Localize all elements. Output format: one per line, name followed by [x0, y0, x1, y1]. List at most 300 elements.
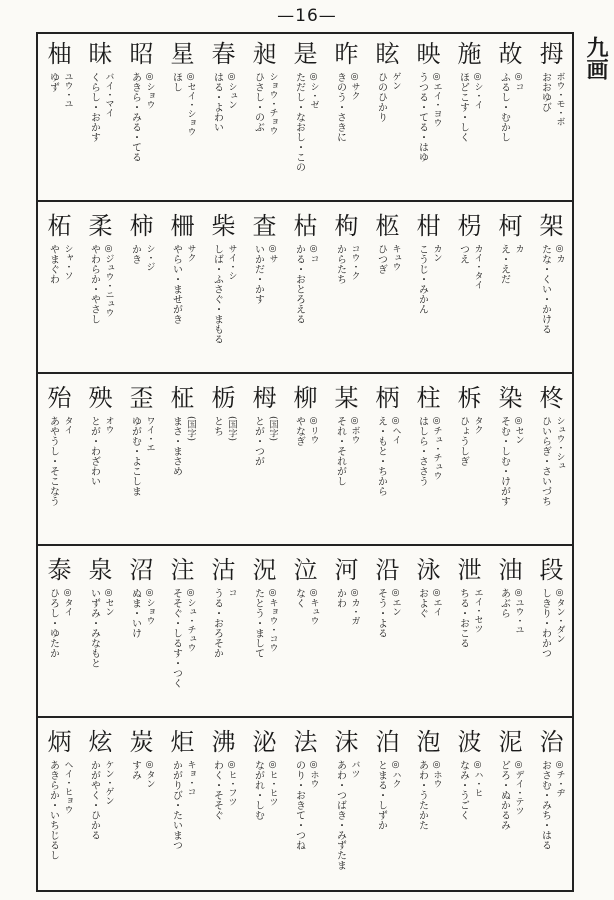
readings — [410, 244, 448, 368]
on-reading: ◎タン・ダン — [554, 588, 565, 643]
on-reading: ◎シ・イ — [472, 72, 483, 109]
kanji-entry — [326, 34, 367, 200]
kanji-character: 泣 — [293, 556, 318, 584]
kun-reading: やなぎ — [293, 416, 305, 446]
kanji-entry — [39, 550, 80, 716]
kanji-row — [38, 206, 572, 374]
on-reading: ◎セイ・ショウ — [185, 72, 196, 136]
kanji-row — [38, 550, 572, 718]
kanji-entry — [490, 34, 531, 200]
on-reading: ◎キョウ・コウ — [267, 588, 278, 652]
on-reading: ◎タン — [144, 760, 155, 788]
kun-reading: ひろし・ゆたか — [47, 588, 59, 658]
kanji-character: 柴 — [211, 212, 236, 240]
kun-reading: おさむ・みち・はる — [539, 760, 551, 850]
kun-reading: あきら・みる・てる — [129, 72, 141, 162]
kanji-row — [38, 34, 572, 202]
on-reading: シ・ジ — [144, 244, 155, 271]
kun-reading: しきり・わかつ — [539, 588, 551, 658]
on-reading: ゲン — [390, 72, 401, 90]
kanji-character: 栃 — [211, 384, 236, 412]
readings — [123, 416, 161, 540]
kanji-character: 沫 — [334, 728, 359, 756]
kanji-entry — [121, 378, 162, 544]
kun-reading: どろ・ぬかるみ — [498, 760, 510, 830]
kanji-character: 炬 — [170, 728, 195, 756]
on-reading: (国字) — [267, 416, 278, 442]
kun-reading: あわ・うたかた — [416, 760, 428, 830]
readings — [328, 416, 366, 540]
kun-reading: たとう・まして — [252, 588, 264, 658]
readings — [287, 72, 325, 196]
kanji-character: 柘 — [47, 212, 72, 240]
kanji-row — [38, 722, 572, 888]
kanji-character: 沸 — [211, 728, 236, 756]
on-reading: ◎ショウ — [144, 588, 155, 625]
kanji-character: 柿 — [129, 212, 154, 240]
kanji-character: 柑 — [416, 212, 441, 240]
kanji-entry — [449, 206, 490, 372]
kanji-entry — [80, 34, 121, 200]
on-reading: ◎ショウ — [144, 72, 155, 109]
kun-reading: まさ・まさめ — [170, 416, 182, 476]
kun-reading: うつる・てる・はゆ — [416, 72, 428, 162]
kun-reading: はる・よわい — [211, 72, 223, 132]
readings — [41, 760, 79, 884]
kanji-character: 栂 — [252, 384, 277, 412]
kun-reading: おおゆび — [539, 72, 551, 112]
readings — [41, 244, 79, 368]
readings — [369, 244, 407, 368]
kanji-character: 泄 — [457, 556, 482, 584]
kanji-character: 昶 — [252, 40, 277, 68]
readings — [533, 588, 571, 712]
readings — [82, 588, 120, 712]
kanji-entry — [80, 722, 121, 888]
kanji-character: 況 — [252, 556, 277, 584]
kanji-entry — [39, 378, 80, 544]
on-reading: シュウ・シュ — [554, 416, 565, 470]
readings — [369, 588, 407, 712]
kanji-character: 枯 — [293, 212, 318, 240]
on-reading: ◎キュウ — [308, 588, 319, 625]
on-reading: ボウ・モ・ボ — [554, 72, 565, 126]
on-reading: ◎ジュウ・ニュウ — [103, 244, 114, 317]
kun-reading: すみ — [129, 760, 141, 780]
kanji-entry — [367, 550, 408, 716]
readings — [205, 760, 243, 884]
kanji-entry — [326, 550, 367, 716]
kanji-character: 春 — [211, 40, 236, 68]
kun-reading: あぶら — [498, 588, 510, 618]
readings — [82, 244, 120, 368]
kanji-entry — [449, 550, 490, 716]
kun-reading: はしら・ささう — [416, 416, 428, 486]
kanji-character: 故 — [498, 40, 523, 68]
on-reading: サイ・シ — [226, 244, 237, 280]
kanji-character: 柵 — [170, 212, 195, 240]
on-reading: ◎シ・ゼ — [308, 72, 319, 109]
on-reading: ◎タイ — [62, 588, 73, 616]
readings — [328, 244, 366, 368]
kanji-entry — [80, 550, 121, 716]
kanji-character: 査 — [252, 212, 277, 240]
kanji-entry — [285, 206, 326, 372]
kanji-entry — [367, 206, 408, 372]
kun-reading: あきらか・いちじるし — [47, 760, 59, 860]
kun-reading: とが・つが — [252, 416, 264, 466]
readings — [123, 244, 161, 368]
kanji-entry — [326, 206, 367, 372]
on-reading: ◎カ・ガ — [349, 588, 360, 625]
kanji-table — [36, 32, 574, 892]
on-reading: オウ — [103, 416, 114, 434]
kanji-character: 眩 — [375, 40, 400, 68]
on-reading: ◎ホウ — [431, 760, 442, 788]
on-reading: カイ・タイ — [472, 244, 483, 289]
readings — [369, 760, 407, 884]
kanji-character: 炫 — [88, 728, 113, 756]
on-reading: シャ・ソ — [62, 244, 73, 280]
readings — [164, 416, 202, 540]
kanji-entry — [203, 378, 244, 544]
readings — [246, 588, 284, 712]
kanji-character: 染 — [498, 384, 523, 412]
readings — [328, 72, 366, 196]
on-reading: ◎カ — [554, 244, 565, 263]
readings — [246, 244, 284, 368]
kanji-entry — [244, 378, 285, 544]
on-reading: バツ — [349, 760, 360, 778]
readings — [451, 416, 489, 540]
kanji-entry — [162, 34, 203, 200]
kanji-character: 治 — [539, 728, 564, 756]
kanji-entry — [121, 550, 162, 716]
on-reading: ◎ボウ — [349, 416, 360, 444]
kanji-entry — [490, 722, 531, 888]
on-reading: キュウ — [390, 244, 401, 271]
kun-reading: ただし・なおし・この — [293, 72, 305, 172]
kun-reading: ゆがむ・よこしま — [129, 416, 141, 496]
on-reading: ショウ・チョウ — [267, 72, 278, 135]
readings — [410, 760, 448, 884]
readings — [369, 416, 407, 540]
kun-reading: あやうし・そこなう — [47, 416, 59, 506]
on-reading: ◎コ — [513, 72, 524, 91]
readings — [164, 72, 202, 196]
on-reading: ◎ハ・ヒ — [472, 760, 483, 797]
kanji-entry — [531, 722, 572, 888]
kanji-character: 柄 — [375, 384, 400, 412]
kanji-entry — [408, 34, 449, 200]
kanji-entry — [203, 206, 244, 372]
kanji-character: 泉 — [88, 556, 113, 584]
kanji-character: 泥 — [498, 728, 523, 756]
readings — [492, 72, 530, 196]
on-reading: キョ・コ — [185, 760, 196, 796]
kanji-entry — [162, 722, 203, 888]
on-reading: ◎セン — [103, 588, 114, 616]
kun-reading: とが・わざわい — [88, 416, 100, 486]
kanji-character: 河 — [334, 556, 359, 584]
kanji-character: 柾 — [170, 384, 195, 412]
kun-reading: ぬま・いけ — [129, 588, 141, 638]
kun-reading: いずみ・みなもと — [88, 588, 100, 668]
readings — [41, 416, 79, 540]
readings — [41, 72, 79, 196]
readings — [451, 760, 489, 884]
kun-reading: ふるし・むかし — [498, 72, 510, 142]
on-reading: ◎リウ — [308, 416, 319, 444]
readings — [246, 416, 284, 540]
kanji-entry — [80, 378, 121, 544]
on-reading: ◎エン — [390, 588, 401, 616]
kanji-entry — [285, 722, 326, 888]
kun-reading: ちる・おこる — [457, 588, 469, 648]
on-reading: タク — [472, 416, 483, 434]
kanji-entry — [203, 722, 244, 888]
kun-reading: ゆず — [47, 72, 59, 92]
kun-reading: のり・おきて・つね — [293, 760, 305, 850]
kun-reading: やらい・ませがき — [170, 244, 182, 324]
on-reading: タイ — [62, 416, 73, 434]
readings — [410, 72, 448, 196]
kanji-character: 映 — [416, 40, 441, 68]
kun-reading: ひいらぎ・さいづち — [539, 416, 551, 506]
kun-reading: わく・そそぐ — [211, 760, 223, 820]
kanji-character: 殆 — [47, 384, 72, 412]
kanji-entry — [449, 722, 490, 888]
readings — [205, 72, 243, 196]
kanji-entry — [531, 550, 572, 716]
kanji-character: 柚 — [47, 40, 72, 68]
kanji-entry — [121, 34, 162, 200]
chapter-label: 九画 — [583, 36, 609, 80]
kun-reading: それ・それがし — [334, 416, 346, 486]
kanji-entry — [367, 34, 408, 200]
on-reading: ◎シュ・チュウ — [185, 588, 196, 652]
kanji-entry — [449, 34, 490, 200]
readings — [492, 760, 530, 884]
kun-reading: ひのひかり — [375, 72, 387, 122]
readings — [369, 72, 407, 196]
kun-reading: たな・くい・かける — [539, 244, 551, 334]
kanji-entry — [121, 722, 162, 888]
kanji-character: 拇 — [539, 40, 564, 68]
kanji-character: 泡 — [416, 728, 441, 756]
kanji-character: 沽 — [211, 556, 236, 584]
readings — [82, 760, 120, 884]
readings — [205, 244, 243, 368]
kun-reading: かわ — [334, 588, 346, 608]
kanji-entry — [203, 34, 244, 200]
kanji-entry — [490, 378, 531, 544]
readings — [410, 416, 448, 540]
kanji-character: 柳 — [293, 384, 318, 412]
kanji-entry — [203, 550, 244, 716]
kun-reading: およぐ — [416, 588, 428, 618]
kun-reading: かる・おとろえる — [293, 244, 305, 324]
on-reading: ◎ハク — [390, 760, 401, 788]
readings — [287, 416, 325, 540]
kun-reading: ひさし・のぶ — [252, 72, 264, 132]
kun-reading: かき — [129, 244, 141, 264]
kanji-character: 柝 — [457, 384, 482, 412]
kanji-entry — [244, 34, 285, 200]
kanji-character: 泰 — [47, 556, 72, 584]
kun-reading: え・えだ — [498, 244, 510, 284]
readings — [246, 760, 284, 884]
readings — [123, 760, 161, 884]
on-reading: ◎コ — [308, 244, 319, 263]
on-reading: ◎ヒ・フツ — [226, 760, 237, 806]
kanji-entry — [408, 550, 449, 716]
readings — [287, 588, 325, 712]
kun-reading: しば・ふさぐ・まもる — [211, 244, 223, 344]
kanji-character: 歪 — [129, 384, 154, 412]
on-reading: サク — [185, 244, 196, 262]
kanji-entry — [408, 378, 449, 544]
kanji-character: 沿 — [375, 556, 400, 584]
kanji-entry — [367, 722, 408, 888]
kanji-character: 沼 — [129, 556, 154, 584]
readings — [533, 416, 571, 540]
kanji-character: 枸 — [334, 212, 359, 240]
kanji-entry — [121, 206, 162, 372]
on-reading: ◎ヒ・ヒツ — [267, 760, 278, 806]
readings — [492, 588, 530, 712]
kanji-character: 昭 — [129, 40, 154, 68]
readings — [287, 760, 325, 884]
kanji-character: 炳 — [47, 728, 72, 756]
kanji-entry — [285, 378, 326, 544]
kanji-entry — [531, 34, 572, 200]
readings — [492, 244, 530, 368]
on-reading: ◎シュン — [226, 72, 237, 109]
kun-reading: そそぐ・しるす・つく — [170, 588, 182, 688]
kanji-entry — [39, 722, 80, 888]
kun-reading: そう・よる — [375, 588, 387, 638]
kanji-entry — [244, 722, 285, 888]
kanji-character: 注 — [170, 556, 195, 584]
kanji-entry — [244, 550, 285, 716]
kun-reading: くらし・おかす — [88, 72, 100, 142]
kanji-character: 柱 — [416, 384, 441, 412]
readings — [451, 588, 489, 712]
kanji-character: 昧 — [88, 40, 113, 68]
kanji-entry — [408, 722, 449, 888]
kanji-character: 柯 — [498, 212, 523, 240]
kun-reading: え・もと・ちから — [375, 416, 387, 496]
readings — [533, 72, 571, 196]
readings — [205, 416, 243, 540]
kun-reading: いかだ・かす — [252, 244, 264, 304]
on-reading: ◎デイ・テツ — [513, 760, 524, 815]
kanji-character: 是 — [293, 40, 318, 68]
on-reading: ◎エイ — [431, 588, 442, 616]
on-reading: コウ・ク — [349, 244, 360, 280]
kun-reading: そむ・しむ・けがす — [498, 416, 510, 506]
kun-reading: きのう・さきに — [334, 72, 346, 142]
on-reading: ◎ホウ — [308, 760, 319, 788]
kanji-entry — [326, 378, 367, 544]
on-reading: ◎エイ・ヨウ — [431, 72, 442, 127]
on-reading: ケン・ゲン — [103, 760, 114, 805]
readings — [205, 588, 243, 712]
kanji-row — [38, 378, 572, 546]
kanji-character: 殃 — [88, 384, 113, 412]
kun-reading: うる・おろそか — [211, 588, 223, 658]
kun-reading: かがやく・ひかる — [88, 760, 100, 840]
on-reading: カ — [513, 244, 524, 253]
kanji-character: 枴 — [457, 212, 482, 240]
kun-reading: やまぐわ — [47, 244, 59, 284]
kanji-entry — [244, 206, 285, 372]
on-reading: カン — [431, 244, 442, 262]
readings — [533, 244, 571, 368]
kun-reading: とまる・しずか — [375, 760, 387, 830]
on-reading: ヘイ・ヒョウ — [62, 760, 73, 814]
kanji-character: 泌 — [252, 728, 277, 756]
on-reading: ◎セン — [513, 416, 524, 444]
kanji-character: 泳 — [416, 556, 441, 584]
kanji-character: 波 — [457, 728, 482, 756]
kanji-character: 某 — [334, 384, 359, 412]
readings — [123, 588, 161, 712]
on-reading: (国字) — [185, 416, 196, 442]
kanji-entry — [39, 34, 80, 200]
on-reading: ◎ユウ・ユ — [513, 588, 524, 634]
kanji-character: 昨 — [334, 40, 359, 68]
kanji-entry — [490, 206, 531, 372]
readings — [246, 72, 284, 196]
readings — [82, 416, 120, 540]
kun-reading: なく — [293, 588, 305, 608]
kun-reading: ひょうしぎ — [457, 416, 469, 466]
kanji-character: 炭 — [129, 728, 154, 756]
readings — [451, 244, 489, 368]
on-reading: (国字) — [226, 416, 237, 442]
readings — [164, 244, 202, 368]
kanji-entry — [285, 550, 326, 716]
on-reading: ◎ヘイ — [390, 416, 401, 444]
readings — [533, 760, 571, 884]
on-reading: ◎サク — [349, 72, 360, 100]
on-reading: ユウ・ユ — [62, 72, 73, 108]
kanji-character: 柩 — [375, 212, 400, 240]
kun-reading: こうじ・みかん — [416, 244, 428, 314]
kanji-entry — [326, 722, 367, 888]
kanji-entry — [162, 550, 203, 716]
on-reading: バイ・マイ — [103, 72, 114, 117]
on-reading: コ — [226, 588, 237, 597]
page-number: —16— — [277, 6, 337, 26]
kanji-entry — [408, 206, 449, 372]
kun-reading: やわらか・やさし — [88, 244, 100, 324]
readings — [492, 416, 530, 540]
kanji-character: 泊 — [375, 728, 400, 756]
kanji-character: 段 — [539, 556, 564, 584]
readings — [82, 72, 120, 196]
kun-reading: かがりび・たいまつ — [170, 760, 182, 850]
kanji-character: 星 — [170, 40, 195, 68]
readings — [410, 588, 448, 712]
on-reading: ワイ・エ — [144, 416, 155, 452]
kanji-character: 法 — [293, 728, 318, 756]
kanji-character: 施 — [457, 40, 482, 68]
kanji-entry — [449, 378, 490, 544]
readings — [328, 760, 366, 884]
